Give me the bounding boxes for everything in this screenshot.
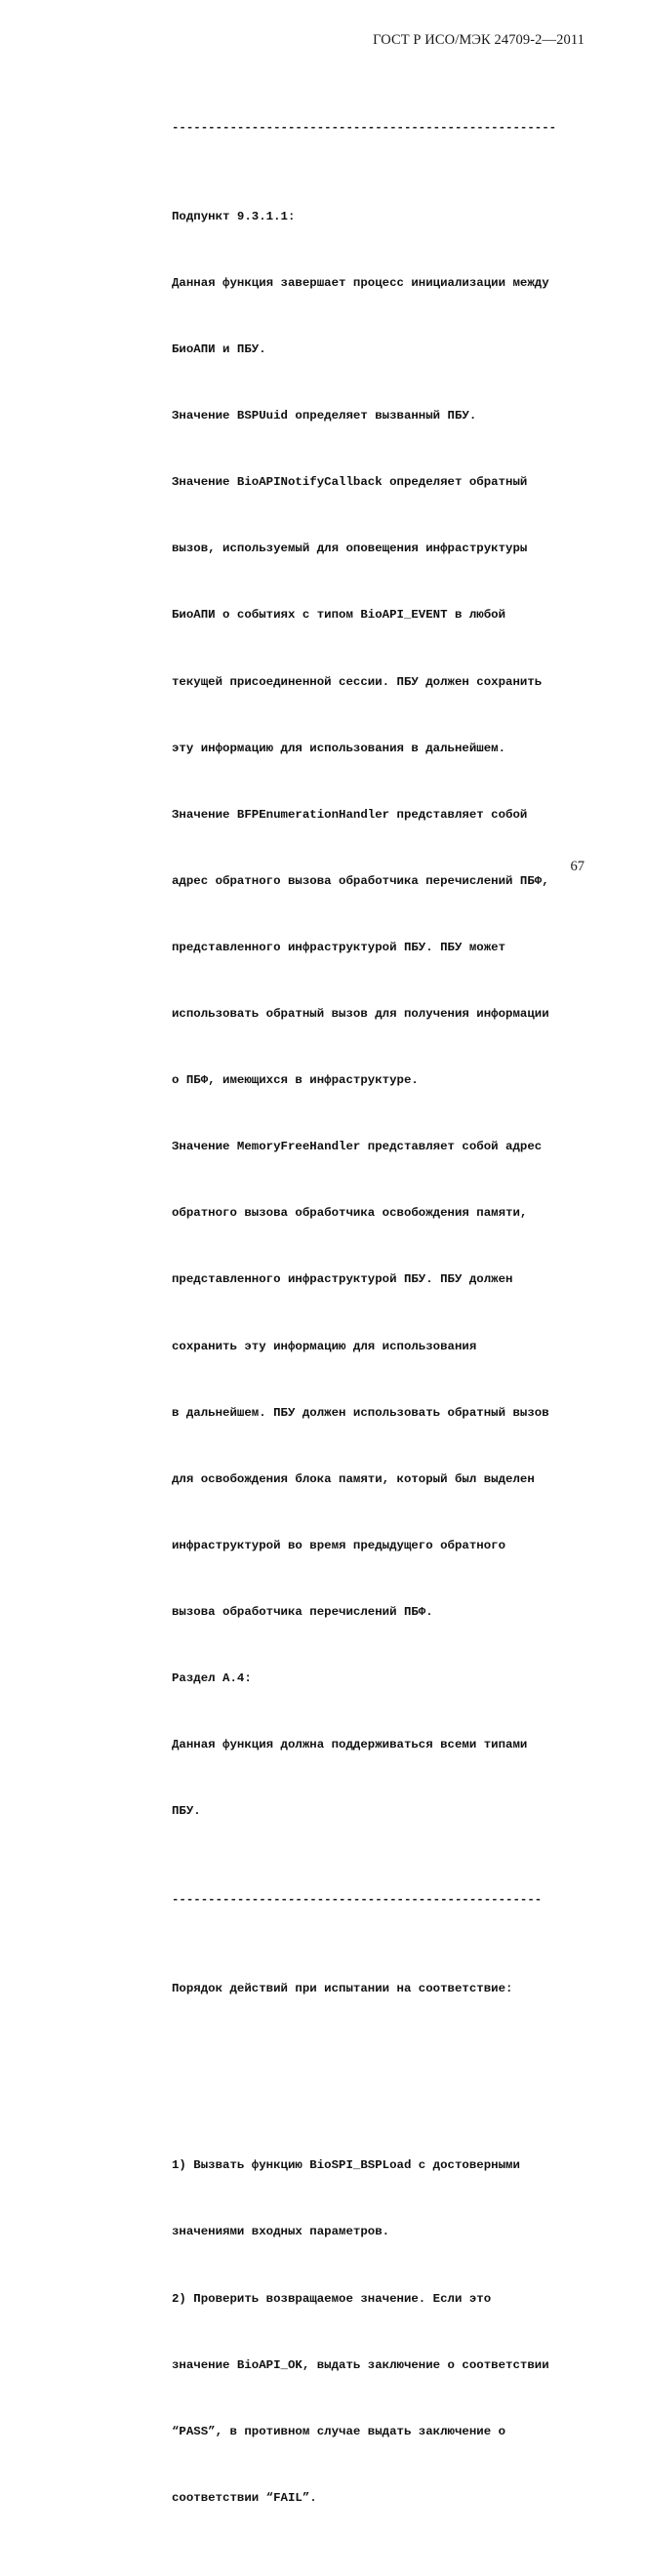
body-line-23: Раздел А.4: — [172, 1670, 252, 1685]
body-line-21: инфраструктурой во время предыдущего обратного — [172, 1538, 506, 1552]
body-line-18: сохранить эту информацию для использования — [172, 1339, 477, 1353]
body-line-12: представленного инфраструктурой ПБУ. ПБУ может — [172, 940, 506, 954]
page-number: 67 — [570, 859, 585, 874]
body-line-24: Данная функция должна поддерживаться всеми типами — [172, 1738, 528, 1752]
body-line-9: эту информацию для использования в дальнейшем. — [172, 741, 506, 755]
body-blank-line — [172, 2067, 601, 2089]
body-line-5: Значение BioAPINotifyCallback определяет обратный — [172, 475, 528, 490]
body-line-19: в дальнейшем. ПБУ должен использовать обратный вызов — [172, 1405, 549, 1420]
page-header-standard-number: ГОСТ Р ИСО/МЭК 24709-2—2011 — [373, 32, 585, 48]
body-line-31: “PASS”, в противном случае выдать заключение о — [172, 2424, 506, 2438]
body-line-13: использовать обратный вызов для получения информации — [172, 1007, 549, 1022]
body-line-4: Значение BSPUuid определяет вызванный ПБУ. — [172, 409, 477, 423]
body-line-11: адрес обратного вызова обработчика перечислений ПБФ, — [172, 873, 549, 888]
body-line-30: значение BioAPI_OK, выдать заключение о соответствии — [172, 2357, 549, 2372]
body-line-7: БиоАПИ о событиях с типом BioAPI_EVENT в любой — [172, 608, 506, 623]
body-line-1: Подпункт 9.3.1.1: — [172, 209, 296, 223]
body-line-8: текущей присоединенной сессии. ПБУ должен сохранить — [172, 674, 543, 689]
body-line-27: 1) Вызвать функцию BioSPI_BSPLoad с достоверными — [172, 2158, 520, 2173]
body-line-29: 2) Проверить возвращаемое значение. Если это — [172, 2291, 492, 2306]
body-line-15: Значение MemoryFreeHandler представляет собой адрес — [172, 1140, 543, 1154]
body-line-25: ПБУ. — [172, 1804, 201, 1819]
separator-rule-top: ----------------------------------------------------- — [172, 121, 557, 136]
body-line-28: значениями входных параметров. — [172, 2225, 390, 2239]
body-line-17: представленного инфраструктурой ПБУ. ПБУ должен — [172, 1272, 513, 1287]
body-line-20: для освобождения блока памяти, который был выделен — [172, 1471, 535, 1486]
body-line-3: БиоАПИ и ПБУ. — [172, 342, 266, 357]
body-line-22: вызова обработчика перечислений ПБФ. — [172, 1604, 433, 1619]
body-line-6: вызов, используемый для оповещения инфраструктуры — [172, 542, 528, 556]
body-line-14: о ПБФ, имеющихся в инфраструктуре. — [172, 1073, 419, 1088]
body-line-26: Порядок действий при испытании на соответствие: — [172, 1981, 513, 1995]
body-line-2: Данная функция завершает процесс инициализации между — [172, 276, 549, 290]
body-line-16: обратного вызова обработчика освобождения памяти, — [172, 1206, 528, 1221]
document-body — [172, 51, 601, 2576]
body-line-10: Значение BFPEnumerationHandler представляет собой — [172, 807, 528, 822]
separator-rule-mid: --------------------------------------------------- — [172, 1892, 543, 1907]
body-line-32: соответствии “FAIL”. — [172, 2490, 317, 2505]
